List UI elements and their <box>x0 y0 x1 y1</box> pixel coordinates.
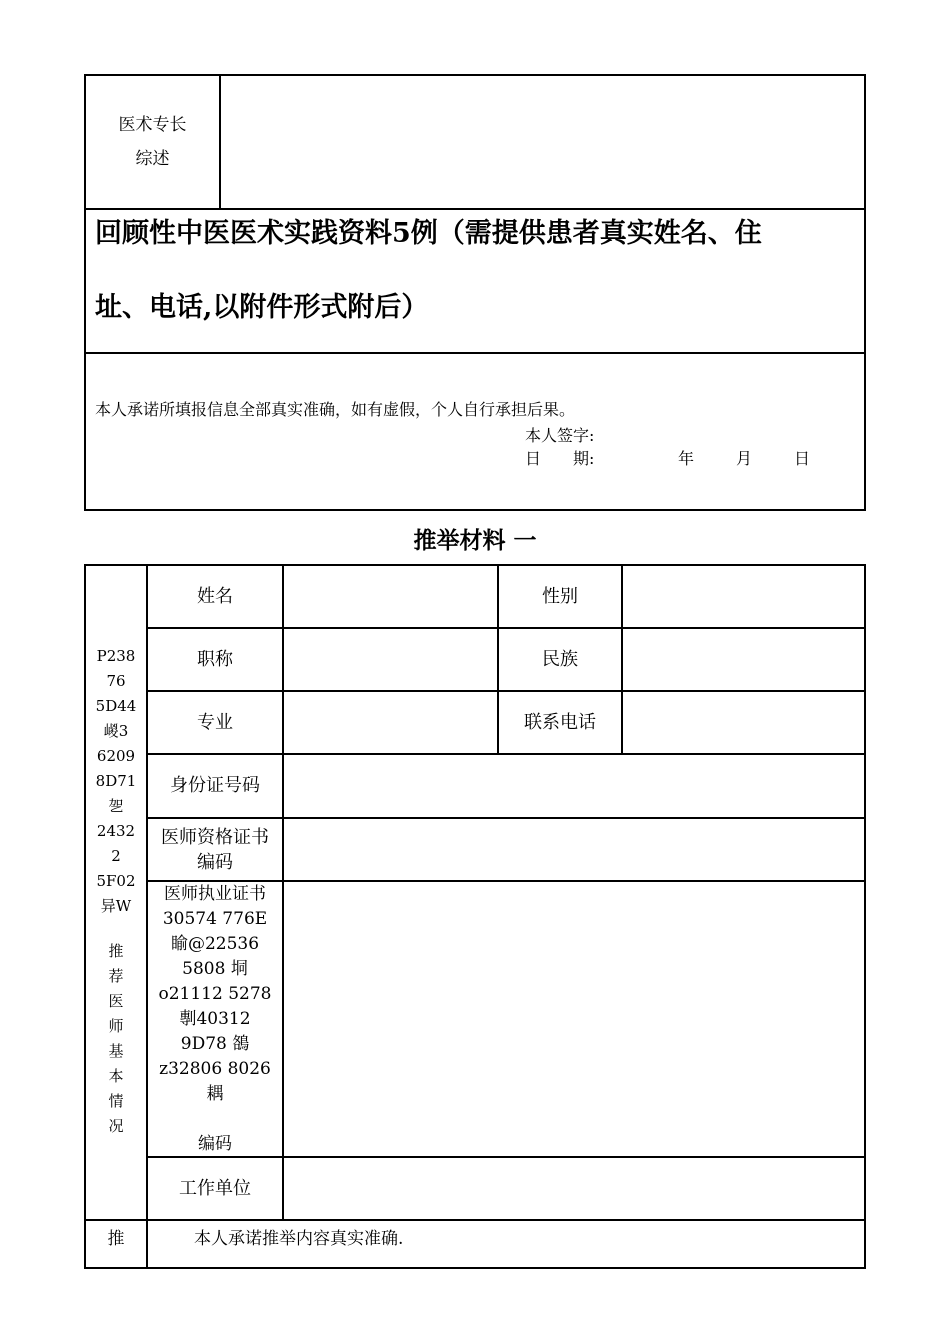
license-label-line: z32806 8026 <box>159 1059 271 1079</box>
side-text: 5F02 <box>96 872 136 890</box>
workplace-label: 工作单位 <box>179 1177 251 1199</box>
side-vertical-char: 医 <box>108 992 124 1010</box>
side-text: 5D44 <box>95 697 137 715</box>
top-table-rule <box>84 208 866 210</box>
license-field[interactable] <box>284 882 864 1156</box>
license-label-line: 剸40312 <box>179 1009 251 1029</box>
ethnicity-label: 民族 <box>542 648 578 670</box>
qualification-label <box>148 819 282 880</box>
date-label: 日 期: <box>525 449 595 468</box>
qualification-field[interactable] <box>284 819 864 880</box>
side-text: 乫 <box>108 797 124 815</box>
side-vertical-char: 基 <box>108 1042 124 1060</box>
side-vertical-char: 情 <box>108 1092 124 1110</box>
cases-line1: 回顾性中医医术实践资料5例（需提供患者真实姓名、住 <box>95 218 762 249</box>
name-field[interactable] <box>284 566 497 627</box>
qualification-label-line2: 编码 <box>197 851 233 873</box>
year-label: 年 <box>678 449 695 468</box>
summary-label-cell <box>86 76 219 208</box>
cases-requirement <box>95 216 860 326</box>
side-text: 76 <box>106 672 126 690</box>
side-text: 6209 <box>96 747 136 765</box>
license-label-line: 医师执业证书 <box>164 884 266 904</box>
license-label-line: 30574 776E <box>162 909 268 929</box>
title-label: 职称 <box>197 648 233 670</box>
license-label-line <box>148 1107 282 1132</box>
day-label: 日 <box>794 449 811 468</box>
title-field[interactable] <box>284 629 497 690</box>
side-vertical-char: 荐 <box>108 967 124 985</box>
license-label-line: 耦 <box>206 1084 224 1104</box>
summary-label-line2: 综述 <box>135 149 170 169</box>
summary-input-cell[interactable] <box>221 76 864 208</box>
recommend-label: 推 <box>107 1229 125 1249</box>
major-label: 专业 <box>197 711 233 733</box>
side-text: P238 <box>96 647 136 665</box>
month-label: 月 <box>736 449 753 468</box>
side-text: 8D71 <box>95 772 137 790</box>
cases-line2: 址、电话,以附件形式附后） <box>95 292 429 323</box>
promise-text: 本人承诺所填报信息全部真实准确，如有虚假，个人自行承担后果。 <box>95 400 576 419</box>
side-vertical-char: 推 <box>108 942 124 960</box>
license-label-line: o21112 5278 <box>158 984 272 1004</box>
side-text: 嵕3 <box>103 722 129 740</box>
summary-label-line1: 医术专长 <box>118 115 187 135</box>
license-label <box>148 882 282 1157</box>
side-column <box>86 644 146 1139</box>
id-number-label: 身份证号码 <box>170 775 260 796</box>
top-table-rule <box>84 352 866 354</box>
signature-label: 本人签字: <box>525 426 595 445</box>
license-label-line: 编码 <box>198 1134 232 1154</box>
side-vertical-char: 师 <box>108 1017 124 1035</box>
qualification-label-line1: 医师资格证书 <box>161 826 269 848</box>
side-vertical-char: 况 <box>108 1117 124 1135</box>
side-text: 2432 <box>96 822 136 840</box>
recommend-promise: 本人承诺推举内容真实准确. <box>194 1229 404 1249</box>
major-field[interactable] <box>284 692 497 753</box>
side-text: 异W <box>100 897 132 915</box>
side-text: 2 <box>111 847 121 865</box>
id-number-field[interactable] <box>284 755 864 817</box>
gender-label: 性别 <box>542 585 578 607</box>
phone-field[interactable] <box>623 692 864 753</box>
section-title: 推举材料 一 <box>413 528 537 554</box>
table-row-rule <box>84 1219 866 1221</box>
ethnicity-field[interactable] <box>623 629 864 690</box>
side-vertical-char: 本 <box>108 1067 124 1085</box>
phone-label: 联系电话 <box>524 711 596 733</box>
license-label-line: 9D78 鵅 <box>180 1034 250 1054</box>
workplace-field[interactable] <box>284 1158 864 1219</box>
license-label-line: 睮@22536 <box>170 934 260 954</box>
gender-field[interactable] <box>623 566 864 627</box>
license-label-line: 5808 垌 <box>182 959 248 979</box>
name-label: 姓名 <box>197 585 233 607</box>
